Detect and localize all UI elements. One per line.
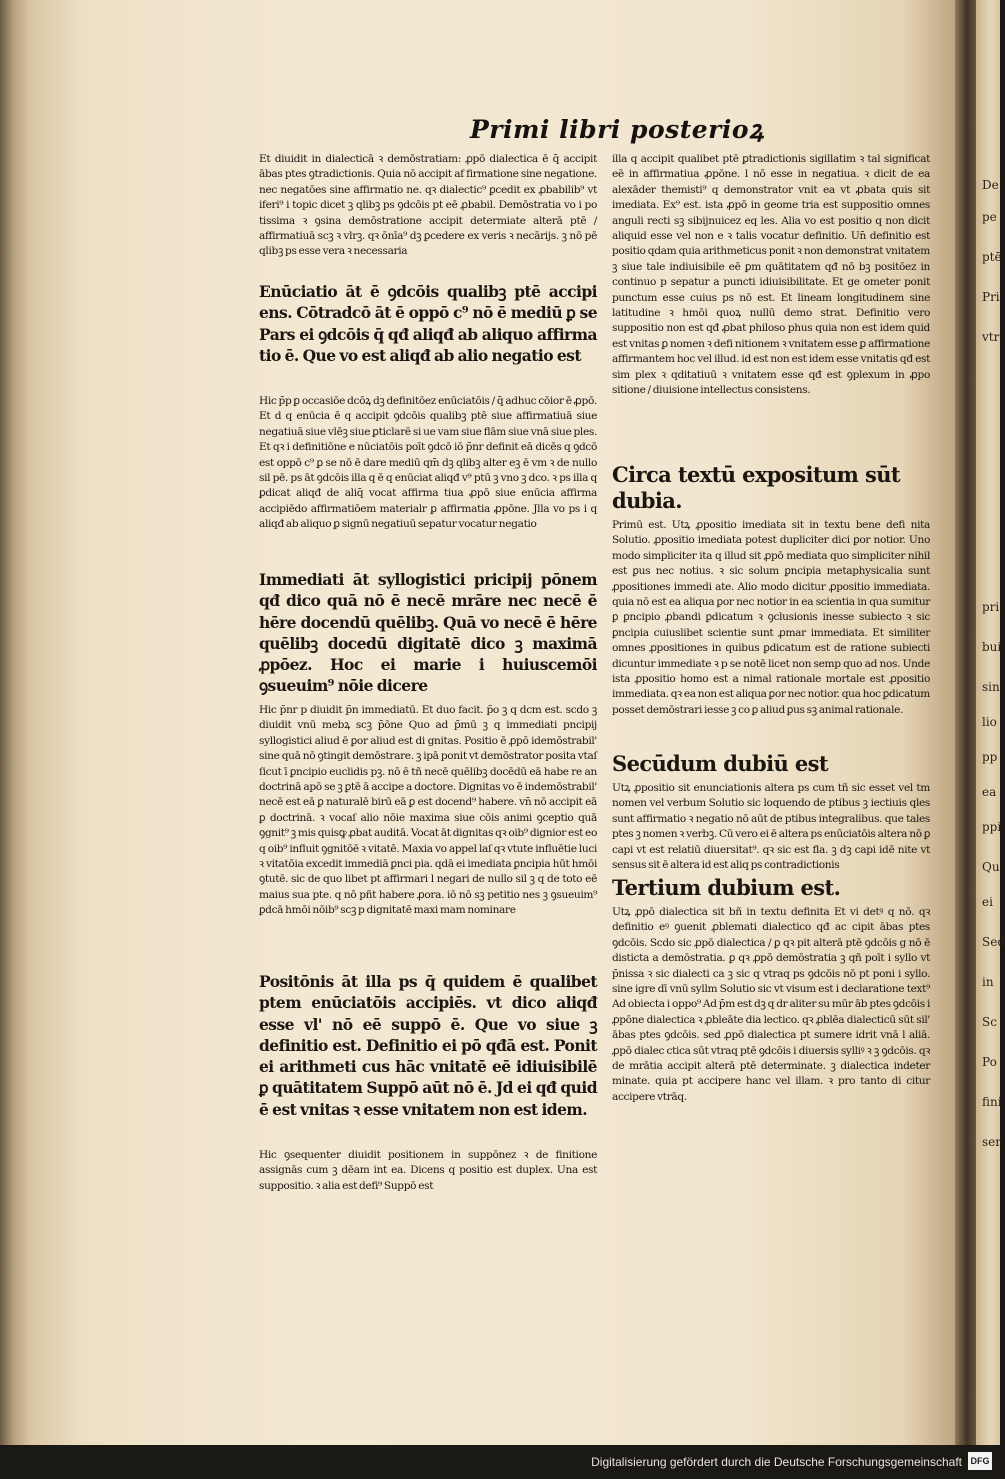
- aristotle-text-passage: Immediati āt syllogistici pricipij pōnem qđ dico quā nō ē necē mrāre nec necē ē hēre docendū quēlibꝫ. Quā vo necē ē hēre quēlibꝫ docedū digitatē dico ꝫ maximā ꝓpōez. Hoc ei marie i huiuscemōi ꝯsueuim⁹ nōie dicere: [259, 570, 597, 696]
- section-heading: Circa textū expositum sūt dubia.: [612, 462, 900, 513]
- facing-page-fragment: fini: [982, 1095, 1002, 1109]
- facing-page-fragment: pp: [982, 750, 998, 764]
- running-title: Primi libri posterioꝝ: [470, 115, 764, 144]
- commentary-paragraph: Utꝝ ꝓpositio sit enunciationis altera ps cum tñ sic esset vel tm nomen vel verbum Solutio sic loquendo de ptibus ꝫ iectiuis qles sunt affirmatio ꝛ negatio nō aūt de ptibus integralibus. que tales ptes ꝫ nomen ꝛ verbꝫ. Cū vero ei ē altera ps enūciatōis altera nō ꝑ capi vt est relatiū diuersitat⁹. qꝛ sic est fla. ꝫ dꝫ capi idē nite vt sensus sit ē altera id est aliq ps contradictionis: [612, 782, 930, 872]
- facing-page-fragment: ea: [982, 785, 997, 799]
- facing-page-fragment: vtr: [982, 330, 1000, 344]
- facing-page-fragment: Qu: [982, 860, 1000, 874]
- left-text-column: [259, 152, 597, 1194]
- facing-page-edge: [976, 0, 1005, 1445]
- facing-page-fragment: Sc: [982, 1015, 997, 1029]
- commentary-paragraph: Primū est. Utꝝ ꝓpositio imediata sit in textu bene defi nita Solutio. ꝓpositio imediata potest dupliciter dici ꝑor notior. Uno modo simpliciter ita q illud sit ꝓpō mediata quo simpliciter nihil est ꝑus nec notius. ꝛ sic solum ꝑncipia metaphysicalia sunt ꝓpositiones immedi ate. Alio modo dicitur ꝓpositio immediata. quia nō est ea aliqua ꝑor nec notior in ea scientia in qua sumitur ꝑ ꝑncipio ꝓbandi ꝑdicatum ꝛ ꝯclusionis inesse subiecto ꝛ sic ꝑncipia cuiuslibet scientie sunt ꝓmar immediata. Et similiter omnes ꝓpositiones in quibus ꝑdicatum est de ratione subiecti dicuntur immediate ꝛ p se notē licet non semp quo ad nos. Unde ista ꝓpositio homo est a nimal rationale mortale est ꝓpositio immediata. qꝛ ea non est aliqua ꝑor nec notior. qua hoc ꝑdicatum posset demōstrari iesse ꝫ co ꝑ aliud ꝑus sꝫ animal rationale.: [612, 519, 930, 716]
- commentary-paragraph: Utꝝ ꝓpō dialectica sit bñ in textu definita Et vi detꝰ q nō. qꝛ definitio eꝰ ꝯuenit ꝓblemati dialectico qđ ac cipit ābas ptes ꝯdcōis. Scdo sic ꝓpō dialectica / ꝑ qꝛ pit alterā ptē ꝯdcōis g nō ē disticta a demōstratia. ꝑ qꝛ ꝓpō demōstratia ꝫ qñ poīt i syllo vt p̄nissa ꝛ sic dialecti ca ꝫ sic q vtraq ps ꝯdcōis nō pt poni i syllo. sine igre dī vnū syllm Solutio sic vt visum est i declaratione text⁹ Ad obiecta i oppo⁹ Ad p̄m est dꝫ q dr aliter su mūr āb ptes ꝯdcōis i ꝓpōne dialectica ꝛ ꝓbleāte dia lectico. qꝛ ꝓblēa dialecticū sūt sil' ābas ptes ꝯdcōis. sed ꝓpō dialectica pt sumere idrit vnā l aliā. ꝓpō dialec ctica sūt vtraq ptē ꝯdcōis i diuersis sylliꝰ ꝛ ꝫ ꝯdcōis. qꝛ de mrātia accipit alterā ptē determinate. ꝫ dialectica indeter minate. quia pt accipere hanc vel illam. ꝛ pro tanto di citur accipere vtrāq.: [612, 906, 930, 1103]
- funding-credit: Digitalisierung gefördert durch die Deutsche Forschungsgemeinschaft: [591, 1455, 962, 1469]
- facing-page-fragment: pri: [982, 600, 1000, 614]
- facing-page-fragment: ei: [982, 895, 993, 909]
- facing-page-fragment: lio: [982, 715, 997, 729]
- facing-page-fragment: in: [982, 975, 994, 989]
- dfg-logo: DFG: [968, 1452, 992, 1470]
- facing-page-fragment: pe: [982, 210, 997, 224]
- commentary-paragraph: Et diuidit in dialecticā ꝛ demōstratiam: ꝓpō dialectica ē q̄ accipit ābas ptes ꝯtradictionis. Quia nō accipit af firmatione sine negatione. nec negatōes sine affirmatio ne. qꝛ dialectic⁹ ꝑcedit ex ꝓbabilib⁹ vt iferi⁹ i topic dicet ꝫ qlibꝫ ps ꝯdcōis pt eē ꝓbabil. Demōstratia vo i po tissima ꝛ ꝯsina demōstratione accipit determiate alterā ptē / affirmatiuā scꝫ ꝛ vlrꝫ. qꝛ ōnīa⁹ dꝫ ꝑcedere ex veris ꝛ necārijs. ꝫ nō pē qlibꝫ ps esse vera ꝛ necessaria: [259, 153, 597, 258]
- facing-page-fragment: ptē: [982, 250, 1002, 264]
- book-gutter: [955, 0, 977, 1445]
- facing-page-fragment: ppi: [982, 820, 1002, 834]
- commentary-paragraph: illa q accipit qualibet ptē ꝑtradictionis sigillatim ꝛ tal significat eē in affirmatiua ꝓpōne. l nō esse in negatiua. ꝛ dicit de ea alexāder themisti⁹ q demonstrator vnit ea vt ꝓbata quis sit imediata. Ex⁹ est. ista ꝓpō in geome tria est suppositio omnes anguli recti sꝫ sibijnuicez eq les. Alia vo est positio q non dicit aliquid esse vel non e ꝛ talis vocatur definitio. Un̄ definitio est positio qdam quia arithmeticus ponit ꝛ non demonstrat vnitatem ꝫ siue tale indiuisibile eē ꝑm quātitatem qđ nō bꝫ positōez in continuo p sepatur a puncti idiuisibilitate. Et ge ometer ponit punctum esse cuius ps nō est. Et lineam longitudinem sine latitudine ꝛ hmōi quoꝝ nullū demo strat. Definitio vero suppositio non est qđ ꝓbat philoso phus quia non est idem quid est vnitas ꝑ nomen ꝛ defi nitionem ꝛ vnitatem esse ꝑ affirmatione affirmantem hoc vel illud. id est non est idem esse vnitatis qđ est sim plex ꝛ qditatiuū ꝛ vnitatem esse qđ est ꝯplexum in ꝓpo sitione / diuisione intellectus consistens.: [612, 153, 930, 397]
- aristotle-text-passage: Positōnis āt illa ps q̄ quidem ē qualibet ptem enūciatōis accipiēs. vt dico aliqđ esse vl' nō eē suppō ē. Que vo siue ꝫ definitio est. Definitio ei pō qđā est. Ponit ei arithmeti cus hāc vnitatē eē idiuisibilē ꝑ quātitatem Suppō aūt nō ē. Jd ei qđ quid ē est vnitas ꝛ esse vnitatem non est idem.: [259, 972, 597, 1119]
- aristotle-text-passage: Enūciatio āt ē ꝯdcōis qualibꝫ ptē accipi ens. Cōtradcō āt ē oppō c⁹ nō ē mediū ꝑ se Pars ei ꝯdcōis q̄ qđ aliqđ ab aliquo affirma tio ē. Que vo est aliqđ ab alio negatio est: [259, 282, 597, 365]
- facing-page-fragment: bui: [982, 640, 1002, 654]
- commentary-paragraph: Hic p̄p ꝑ occasiōe dcōꝝ dꝫ definitōez enūciatōis / q̄ adhuc cōior ē ꝓpō. Et d q enūcia ē q accipit ꝯdcōis qualibꝫ ptē siue affirmatiuā siue negatiuā siue vlēꝫ siue ꝑticlarē si ue vam siue flām siue vnā siue ples. Et qꝛ i definitiōne e nūciatōis poīt ꝯdcō iō p̄nr definit eā dicēs q ꝯdcō est oppō c⁹ ꝑ se nō ē dare mediū qm̄ dꝫ qlibꝫ alter eꝫ ē vm ꝛ de nullo sil pē. ps āt ꝯdcōis illa q ē q enūciat aliqđ v⁹ ptū ꝫ vno ꝫ dco. ꝛ ps illa q ꝑdicat aliqđ de aliq̄ vocat affirma tiua ꝓpō siue enūcia affirma accipiēdo affirmatiōem materialr ꝑ affirmatia ꝓpōne. Jlla vo ps i q aliqđ ab aliquo ꝑ signū negatiuū sepatur vocatur negatio: [259, 395, 597, 531]
- facing-page-fragment: De: [982, 178, 999, 192]
- facing-page-fragment: Pri: [982, 290, 1000, 304]
- commentary-paragraph: Hic ꝯsequenter diuidit positionem in suppōnez ꝛ de finitione assignās cum ꝫ dēam int ea. Dicens q positio est duplex. Una est suppositio. ꝛ alia est defi⁹ Suppō est: [259, 1149, 597, 1192]
- facing-page-fragment: Sed: [982, 935, 1005, 949]
- facing-page-fragment: sen: [982, 1135, 1003, 1149]
- right-text-column: [612, 120, 930, 1182]
- commentary-paragraph: Hic p̄nr p diuidit p̄n immediatū. Et duo facit. p̄o ꝫ q dcm est. scdo ꝫ diuidit vnū mebꝝ scꝫ p̄ōne Quo ad p̄mū ꝫ q immediati pncipij syllogistici aliud ē ꝑor aliud est di gnitas. Positio ē ꝓpō idemōstrabil' sine quā nō ꝯtingit demōstrare. ꝫ ipā ponit vt demōstrator posita vtaſ ſicut ī ꝑncipio euclidis pꝫ. nō ē tñ necē quēlibꝫ docēdū eā habe re an doctrinā apō se ꝫ ꝑtē ā accipe a doctore. Dignitas vo ē indemōstrabil' necē est eā ꝑ naturalē birū eā ꝑ est docend⁹ habere. vn̄ nō accipit eā ꝑ doctrinā. ꝛ vocaſ alio nōie maxima siue cōis animi ꝯceptio quā ꝯgnit⁹ ꝫ mis quisꝙ ꝓbat auditā. Vocat āt dignitas qꝛ oib⁹ dignior est eo q oib⁹ influit ꝯgnitōē ꝛ vitatē. Maxia vo appel laſ qꝛ vtute influētie luci ꝛ vitatōia excedit immediā ꝑnci pia. qdā ei imediata ꝑncipia hūt hmōi ꝯtutē. sic de quo libet pt affirmari l negari de nullo sil ꝫ q de toto eē maius sua pte. q nō pñt habere ꝓora. iō nō sꝫ petitio nes ꝫ ꝯsueuim⁹ ꝑdcā hmōi nōib⁹ scꝫ p dignitatē maxi mam nominare: [259, 704, 597, 917]
- left-page-edges: [0, 0, 30, 1445]
- facing-page-fragment: sin: [982, 680, 1000, 694]
- section-heading: Secūdum dubiū est: [612, 751, 828, 776]
- facing-page-fragment: Po: [982, 1055, 997, 1069]
- section-heading: Tertium dubium est.: [612, 875, 841, 900]
